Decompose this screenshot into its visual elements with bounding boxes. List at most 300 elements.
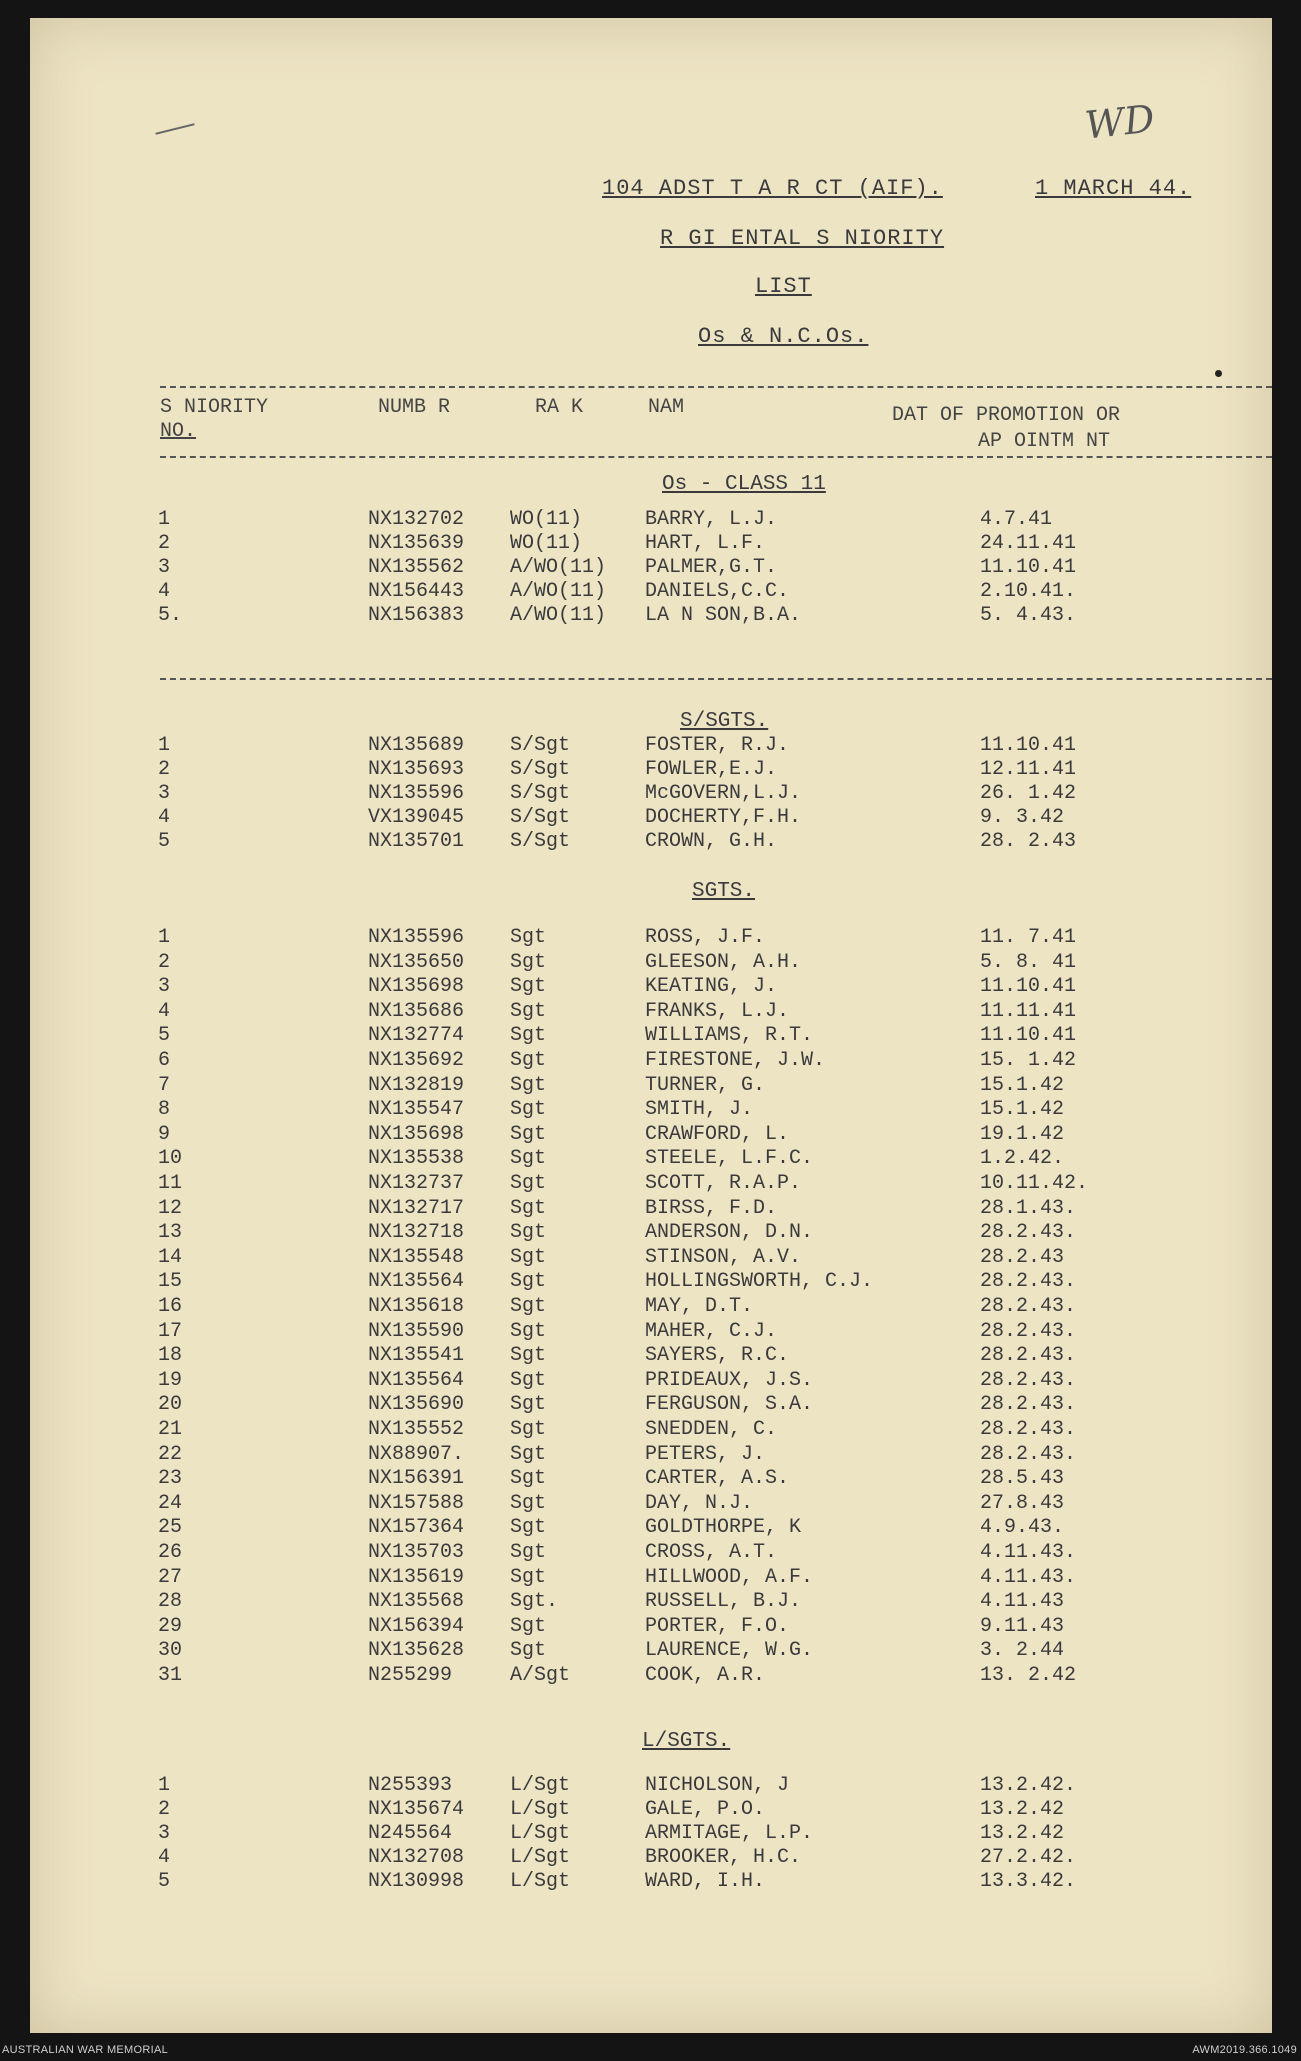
name: FOSTER, R.J. xyxy=(645,734,790,757)
table-row xyxy=(30,1870,1272,1895)
service-number: N255393 xyxy=(368,1774,453,1797)
name: ROSS, J.F. xyxy=(645,926,766,949)
service-number: NX132774 xyxy=(368,1024,465,1048)
name: BROOKER, H.C. xyxy=(645,1846,802,1869)
service-number: NX135628 xyxy=(368,1639,465,1663)
seniority-no: 1 xyxy=(158,926,171,949)
promotion-date: 4.11.43. xyxy=(980,1565,1077,1589)
table-row xyxy=(30,1295,1272,1320)
seniority-no: 17 xyxy=(158,1319,183,1343)
promotion-date: 13.3.42. xyxy=(980,1870,1077,1893)
service-number: NX156383 xyxy=(368,604,465,627)
footer-source: AUSTRALIAN WAR MEMORIAL xyxy=(2,2044,169,2056)
promotion-date: 28.5.43 xyxy=(980,1467,1065,1491)
service-number: NX156394 xyxy=(368,1614,465,1638)
table-row xyxy=(30,1320,1272,1345)
promotion-date: 28.2.43. xyxy=(980,1319,1077,1343)
service-number: NX135538 xyxy=(368,1147,465,1171)
promotion-date: 28.2.43. xyxy=(980,1418,1077,1441)
seniority-no: 29 xyxy=(158,1614,183,1638)
section-title-sgts: SGTS. xyxy=(692,880,756,903)
seniority-no: 18 xyxy=(158,1344,183,1368)
promotion-date: 24.11.41 xyxy=(980,532,1077,555)
promotion-date: 28.2.43. xyxy=(980,1295,1077,1318)
table-row xyxy=(30,1246,1272,1271)
table-row xyxy=(30,1270,1272,1295)
promotion-date: 19.1.42 xyxy=(980,1122,1065,1146)
rank: A/Sgt xyxy=(510,1664,571,1687)
seniority-no: 2 xyxy=(158,950,171,974)
seniority-no: 2 xyxy=(158,532,171,555)
service-number: NX135686 xyxy=(368,999,465,1023)
name: SMITH, J. xyxy=(645,1098,754,1122)
promotion-date: 15.1.42 xyxy=(980,1098,1065,1122)
name: RUSSELL, B.J. xyxy=(645,1590,802,1614)
name: STINSON, A.V. xyxy=(645,1245,802,1269)
rank: Sgt xyxy=(510,999,547,1023)
table-row xyxy=(30,1590,1272,1615)
seniority-no: 16 xyxy=(158,1295,183,1318)
rank: Sgt xyxy=(510,1024,547,1048)
col-rank: RA K xyxy=(535,396,584,419)
promotion-date: 27.2.42. xyxy=(980,1846,1077,1869)
table-row xyxy=(30,1664,1272,1689)
rank: Sgt xyxy=(510,1639,547,1663)
document-date: 1 MARCH 44. xyxy=(1035,176,1192,201)
service-number: NX135562 xyxy=(368,556,465,579)
promotion-date: 3. 2.44 xyxy=(980,1639,1065,1663)
rank: S/Sgt xyxy=(510,830,571,853)
seniority-no: 3 xyxy=(158,782,171,805)
rank: Sgt xyxy=(510,1147,547,1171)
rank: Sgt xyxy=(510,1368,547,1392)
table-row xyxy=(30,1615,1272,1640)
rank: Sgt xyxy=(510,975,547,999)
name: GOLDTHORPE, K xyxy=(645,1516,802,1540)
table-row xyxy=(30,951,1272,976)
seniority-no: 1 xyxy=(158,508,171,531)
name: NICHOLSON, J xyxy=(645,1774,790,1797)
rank: L/Sgt xyxy=(510,1774,571,1797)
name: WILLIAMS, R.T. xyxy=(645,1024,814,1048)
promotion-date: 4.11.43. xyxy=(980,1541,1077,1564)
promotion-date: 28.2.43. xyxy=(980,1368,1077,1392)
rank: WO(11) xyxy=(510,532,583,555)
rank: WO(11) xyxy=(510,508,583,531)
table-row xyxy=(30,1822,1272,1847)
table-row xyxy=(30,1798,1272,1823)
promotion-date: 5. 8. 41 xyxy=(980,950,1077,974)
name: CROSS, A.T. xyxy=(645,1541,778,1564)
name: HILLWOOD, A.F. xyxy=(645,1565,814,1589)
service-number: NX88907. xyxy=(368,1442,465,1466)
name: SNEDDEN, C. xyxy=(645,1418,778,1441)
seniority-no: 7 xyxy=(158,1073,171,1097)
promotion-date: 9.11.43 xyxy=(980,1614,1065,1638)
seniority-no: 3 xyxy=(158,975,171,999)
service-number: NX135639 xyxy=(368,532,465,555)
table-row xyxy=(30,1492,1272,1517)
rank: A/WO(11) xyxy=(510,604,607,627)
name: LAURENCE, W.G. xyxy=(645,1639,814,1663)
rank: Sgt xyxy=(510,1270,547,1294)
seniority-no: 4 xyxy=(158,1846,171,1869)
seniority-no: 20 xyxy=(158,1393,183,1417)
seniority-no: 14 xyxy=(158,1245,183,1269)
name: DAY, N.J. xyxy=(645,1491,754,1515)
name: WARD, I.H. xyxy=(645,1870,766,1893)
name: HART, L.F. xyxy=(645,532,766,555)
footer-accession: AWM2019.366.1049 xyxy=(1192,2044,1297,2056)
service-number: NX135703 xyxy=(368,1541,465,1564)
seniority-no: 3 xyxy=(158,1822,171,1845)
table-row xyxy=(30,806,1272,831)
seniority-no: 19 xyxy=(158,1368,183,1392)
name: COOK, A.R. xyxy=(645,1664,766,1687)
promotion-date: 11.10.41 xyxy=(980,556,1077,579)
service-number: NX135568 xyxy=(368,1590,465,1614)
name: KEATING, J. xyxy=(645,975,778,999)
promotion-date: 11.11.41 xyxy=(980,999,1077,1023)
service-number: NX135693 xyxy=(368,758,465,781)
name: BIRSS, F.D. xyxy=(645,1196,778,1220)
promotion-date: 13.2.42 xyxy=(980,1822,1065,1845)
rank: Sgt. xyxy=(510,1590,559,1614)
service-number: NX135552 xyxy=(368,1418,465,1441)
seniority-no: 4 xyxy=(158,999,171,1023)
seniority-no: 24 xyxy=(158,1491,183,1515)
rank: A/WO(11) xyxy=(510,556,607,579)
promotion-date: 13.2.42. xyxy=(980,1774,1077,1797)
service-number: NX135596 xyxy=(368,782,465,805)
handwritten-initials: WD xyxy=(1082,96,1157,148)
name: ARMITAGE, L.P. xyxy=(645,1822,814,1845)
section-divider xyxy=(160,678,1272,680)
name: LA N SON,B.A. xyxy=(645,604,802,627)
seniority-no: 26 xyxy=(158,1541,183,1564)
service-number: NX132718 xyxy=(368,1221,465,1245)
rank: Sgt xyxy=(510,1049,547,1072)
service-number: NX135619 xyxy=(368,1565,465,1589)
col-seniority: S NIORITY xyxy=(160,396,269,419)
service-number: NX156443 xyxy=(368,580,465,603)
promotion-date: 28.2.43. xyxy=(980,1442,1077,1466)
seniority-no: 23 xyxy=(158,1467,183,1491)
seniority-no: 5 xyxy=(158,830,171,853)
seniority-no: 10 xyxy=(158,1147,183,1171)
name: SAYERS, R.C. xyxy=(645,1344,790,1368)
rank: Sgt xyxy=(510,1098,547,1122)
table-row xyxy=(30,1639,1272,1664)
table-row xyxy=(30,1418,1272,1443)
name: McGOVERN,L.J. xyxy=(645,782,802,805)
rank: Sgt xyxy=(510,1073,547,1097)
promotion-date: 11.10.41 xyxy=(980,734,1077,757)
seniority-no: 8 xyxy=(158,1098,171,1122)
table-row xyxy=(30,975,1272,1000)
table-row xyxy=(30,1172,1272,1197)
rank: Sgt xyxy=(510,1319,547,1343)
name: BARRY, L.J. xyxy=(645,508,778,531)
rank: S/Sgt xyxy=(510,758,571,781)
table-row xyxy=(30,1443,1272,1468)
rank: Sgt xyxy=(510,950,547,974)
name: PORTER, F.O. xyxy=(645,1614,790,1638)
table-row xyxy=(30,1541,1272,1566)
table-row xyxy=(30,556,1272,581)
rank: Sgt xyxy=(510,1295,547,1318)
table-row xyxy=(30,580,1272,605)
table-row xyxy=(30,1566,1272,1591)
promotion-date: 5. 4.43. xyxy=(980,604,1077,627)
rank: Sgt xyxy=(510,1196,547,1220)
rank: A/WO(11) xyxy=(510,580,607,603)
table-row xyxy=(30,782,1272,807)
header-top-rule xyxy=(160,386,1272,388)
document-subtitle-ranks: Os & N.C.Os. xyxy=(698,324,869,349)
name: GLEESON, A.H. xyxy=(645,950,802,974)
service-number: NX132819 xyxy=(368,1073,465,1097)
name: FRANKS, L.J. xyxy=(645,999,790,1023)
promotion-date: 15.1.42 xyxy=(980,1073,1065,1097)
name: HOLLINGSWORTH, C.J. xyxy=(645,1270,874,1294)
service-number: N245564 xyxy=(368,1822,453,1845)
rank: L/Sgt xyxy=(510,1870,571,1893)
seniority-no: 3 xyxy=(158,556,171,579)
service-number: N255299 xyxy=(368,1664,453,1687)
name: FERGUSON, S.A. xyxy=(645,1393,814,1417)
promotion-date: 28. 2.43 xyxy=(980,830,1077,853)
promotion-date: 4.9.43. xyxy=(980,1516,1065,1540)
seniority-no: 25 xyxy=(158,1516,183,1540)
promotion-date: 26. 1.42 xyxy=(980,782,1077,805)
rank: Sgt xyxy=(510,1122,547,1146)
section-title-wos: Os - CLASS 11 xyxy=(662,473,826,496)
table-row xyxy=(30,1467,1272,1492)
table-row xyxy=(30,1049,1272,1074)
service-number: NX132702 xyxy=(368,508,465,531)
service-number: NX135541 xyxy=(368,1344,465,1368)
col-date: DAT OF PROMOTION OR xyxy=(892,404,1121,427)
service-number: NX132708 xyxy=(368,1846,465,1869)
seniority-no: 12 xyxy=(158,1196,183,1220)
seniority-no: 11 xyxy=(158,1172,183,1195)
table-row xyxy=(30,1123,1272,1148)
service-number: NX135618 xyxy=(368,1295,465,1318)
seniority-no: 28 xyxy=(158,1590,183,1614)
rank: Sgt xyxy=(510,1221,547,1245)
seniority-no: 5. xyxy=(158,604,183,627)
service-number: NX135596 xyxy=(368,926,465,949)
col-number: NUMB R xyxy=(378,396,451,419)
rank: L/Sgt xyxy=(510,1846,571,1869)
rank: L/Sgt xyxy=(510,1822,571,1845)
table-row xyxy=(30,1000,1272,1025)
rank: Sgt xyxy=(510,1516,547,1540)
service-number: NX135690 xyxy=(368,1393,465,1417)
promotion-date: 2.10.41. xyxy=(980,580,1077,603)
service-number: NX135564 xyxy=(368,1270,465,1294)
seniority-no: 9 xyxy=(158,1122,171,1146)
rank: Sgt xyxy=(510,1565,547,1589)
promotion-date: 4.7.41 xyxy=(980,508,1053,531)
pen-mark xyxy=(155,123,194,135)
seniority-no: 5 xyxy=(158,1024,171,1048)
name: PALMER,G.T. xyxy=(645,556,778,579)
document-subtitle-list: LIST xyxy=(755,274,812,299)
table-row xyxy=(30,1846,1272,1871)
name: MAY, D.T. xyxy=(645,1295,754,1318)
rank: S/Sgt xyxy=(510,734,571,757)
promotion-date: 28.2.43 xyxy=(980,1245,1065,1269)
service-number: NX135692 xyxy=(368,1049,465,1072)
service-number: NX157588 xyxy=(368,1491,465,1515)
name: MAHER, C.J. xyxy=(645,1319,778,1343)
seniority-no: 2 xyxy=(158,1798,171,1821)
rank: Sgt xyxy=(510,1344,547,1368)
seniority-no: 21 xyxy=(158,1418,183,1441)
promotion-date: 4.11.43 xyxy=(980,1590,1065,1614)
ink-dot xyxy=(1215,370,1222,377)
rank: Sgt xyxy=(510,1418,547,1441)
table-row xyxy=(30,1074,1272,1099)
rank: S/Sgt xyxy=(510,806,571,829)
service-number: NX135689 xyxy=(368,734,465,757)
promotion-date: 28.2.43. xyxy=(980,1270,1077,1294)
seniority-no: 1 xyxy=(158,734,171,757)
service-number: NX132737 xyxy=(368,1172,465,1195)
table-row xyxy=(30,758,1272,783)
service-number: VX139045 xyxy=(368,806,465,829)
service-number: NX156391 xyxy=(368,1467,465,1491)
rank: Sgt xyxy=(510,1614,547,1638)
rank: Sgt xyxy=(510,1172,547,1195)
col-seniority-no: NO. xyxy=(160,420,197,443)
table-row xyxy=(30,508,1272,533)
name: SCOTT, R.A.P. xyxy=(645,1172,802,1195)
table-row xyxy=(30,926,1272,951)
promotion-date: 10.11.42. xyxy=(980,1172,1089,1195)
promotion-date: 11. 7.41 xyxy=(980,926,1077,949)
rank: Sgt xyxy=(510,1393,547,1417)
promotion-date: 11.10.41 xyxy=(980,1024,1077,1048)
promotion-date: 15. 1.42 xyxy=(980,1049,1077,1072)
service-number: NX135674 xyxy=(368,1798,465,1821)
name: CARTER, A.S. xyxy=(645,1467,790,1491)
promotion-date: 12.11.41 xyxy=(980,758,1077,781)
section-title-lsgts: L/SGTS. xyxy=(642,1730,731,1753)
service-number: NX135698 xyxy=(368,1122,465,1146)
service-number: NX135701 xyxy=(368,830,465,853)
rank: L/Sgt xyxy=(510,1798,571,1821)
table-row xyxy=(30,1024,1272,1049)
name: STEELE, L.F.C. xyxy=(645,1147,814,1171)
table-row xyxy=(30,1369,1272,1394)
seniority-no: 1 xyxy=(158,1774,171,1797)
header-bottom-rule xyxy=(160,456,1272,458)
seniority-no: 4 xyxy=(158,806,171,829)
rank: Sgt xyxy=(510,1541,547,1564)
table-row xyxy=(30,532,1272,557)
document-title: 104 ADST T A R CT (AIF). xyxy=(602,176,943,201)
name: DANIELS,C.C. xyxy=(645,580,790,603)
document-page xyxy=(30,18,1272,2033)
table-row xyxy=(30,1516,1272,1541)
seniority-no: 5 xyxy=(158,1870,171,1893)
rank: Sgt xyxy=(510,1467,547,1491)
name: PRIDEAUX, J.S. xyxy=(645,1368,814,1392)
service-number: NX130998 xyxy=(368,1870,465,1893)
table-row xyxy=(30,1197,1272,1222)
promotion-date: 11.10.41 xyxy=(980,975,1077,999)
promotion-date: 1.2.42. xyxy=(980,1147,1065,1171)
table-row xyxy=(30,1344,1272,1369)
seniority-no: 22 xyxy=(158,1442,183,1466)
table-row xyxy=(30,1774,1272,1799)
promotion-date: 28.2.43. xyxy=(980,1221,1077,1245)
table-row xyxy=(30,1147,1272,1172)
rank: Sgt xyxy=(510,926,547,949)
seniority-no: 2 xyxy=(158,758,171,781)
service-number: NX132717 xyxy=(368,1196,465,1220)
table-row xyxy=(30,830,1272,855)
name: CRAWFORD, L. xyxy=(645,1122,790,1146)
rank: Sgt xyxy=(510,1245,547,1269)
name: DOCHERTY,F.H. xyxy=(645,806,802,829)
section-title-ssgts: S/SGTS. xyxy=(680,710,769,733)
promotion-date: 28.2.43. xyxy=(980,1344,1077,1368)
name: ANDERSON, D.N. xyxy=(645,1221,814,1245)
name: GALE, P.O. xyxy=(645,1798,766,1821)
service-number: NX135547 xyxy=(368,1098,465,1122)
table-row xyxy=(30,1393,1272,1418)
name: TURNER, G. xyxy=(645,1073,766,1097)
document-subtitle: R GI ENTAL S NIORITY xyxy=(660,226,945,251)
rank: Sgt xyxy=(510,1491,547,1515)
table-row xyxy=(30,604,1272,629)
promotion-date: 13.2.42 xyxy=(980,1798,1065,1821)
service-number: NX135564 xyxy=(368,1368,465,1392)
table-row xyxy=(30,1221,1272,1246)
seniority-no: 15 xyxy=(158,1270,183,1294)
promotion-date: 28.1.43. xyxy=(980,1196,1077,1220)
seniority-no: 31 xyxy=(158,1664,183,1687)
seniority-no: 6 xyxy=(158,1049,171,1072)
promotion-date: 27.8.43 xyxy=(980,1491,1065,1515)
seniority-no: 27 xyxy=(158,1565,183,1589)
name: CROWN, G.H. xyxy=(645,830,778,853)
table-row xyxy=(30,1098,1272,1123)
name: FIRESTONE, J.W. xyxy=(645,1049,826,1072)
table-row xyxy=(30,734,1272,759)
service-number: NX157364 xyxy=(368,1516,465,1540)
rank: S/Sgt xyxy=(510,782,571,805)
col-name: NAM xyxy=(648,396,685,419)
seniority-no: 30 xyxy=(158,1639,183,1663)
service-number: NX135698 xyxy=(368,975,465,999)
promotion-date: 9. 3.42 xyxy=(980,806,1065,829)
rank: Sgt xyxy=(510,1442,547,1466)
col-date-2: AP OINTM NT xyxy=(978,430,1111,453)
service-number: NX135548 xyxy=(368,1245,465,1269)
name: FOWLER,E.J. xyxy=(645,758,778,781)
promotion-date: 13. 2.42 xyxy=(980,1664,1077,1687)
promotion-date: 28.2.43. xyxy=(980,1393,1077,1417)
seniority-no: 13 xyxy=(158,1221,183,1245)
name: PETERS, J. xyxy=(645,1442,766,1466)
service-number: NX135590 xyxy=(368,1319,465,1343)
seniority-no: 4 xyxy=(158,580,171,603)
